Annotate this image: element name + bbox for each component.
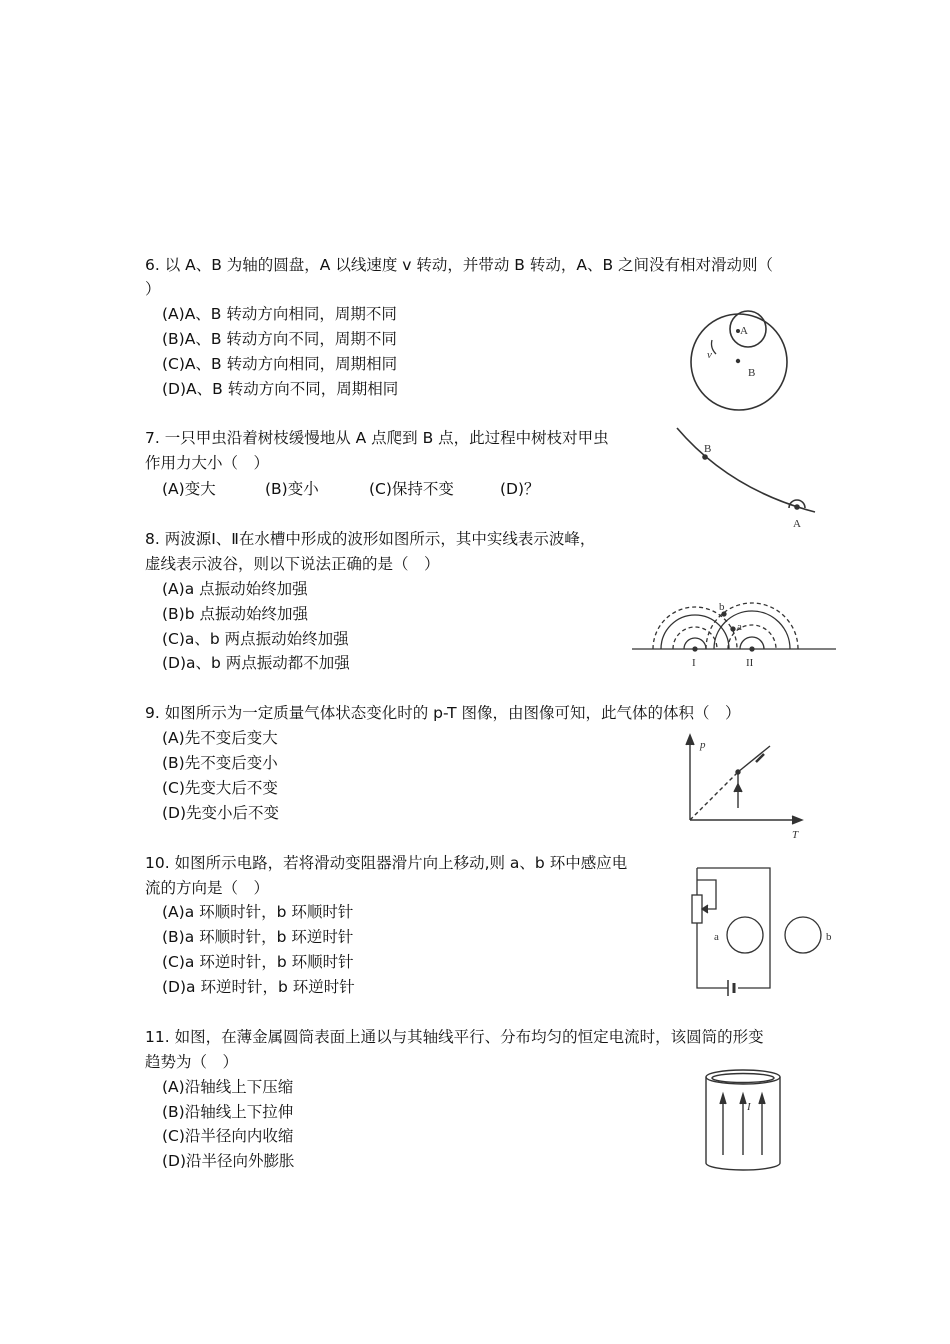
q7-stem-line2: 作用力大小（ ） [145, 454, 270, 472]
label-a: a [737, 621, 742, 633]
q9-option-a: (A)先不变后变大 [162, 729, 278, 747]
q8-option-d: (D)a、b 两点振动都不加强 [162, 654, 350, 672]
q6-stem-line2: ） [145, 280, 161, 298]
q7-option-c: (C)保持不变 [369, 480, 454, 498]
label-b: B [748, 367, 756, 379]
label-p: p [700, 739, 706, 751]
q10-stem-line2: 流的方向是（ ） [145, 879, 270, 897]
label-b: b [826, 931, 832, 943]
cylinder-figure [706, 1070, 780, 1170]
q10-option-c: (C)a 环逆时针，b 环顺时针 [162, 953, 354, 971]
label-source-2: II [746, 657, 754, 669]
label-a: a [714, 931, 719, 943]
q11-option-c: (C)沿半径向内收缩 [162, 1127, 294, 1145]
wave-figure [632, 601, 836, 669]
q8-option-b: (B)b 点振动始终加强 [162, 605, 308, 623]
circuit-figure [692, 868, 832, 996]
label-source-1: I [692, 657, 696, 669]
label-a: A [740, 325, 748, 337]
q11-option-b: (B)沿轴线上下拉伸 [162, 1103, 294, 1121]
q8-stem-line1: 8. 两波源Ⅰ、Ⅱ在水槽中形成的波形如图所示，其中实线表示波峰， [145, 530, 596, 548]
q10-stem-line1: 10. 如图所示电路，若将滑动变阻器滑片向上移动,则 a、b 环中感应电 [145, 854, 628, 872]
q10-option-a: (A)a 环顺时针，b 环顺时针 [162, 903, 354, 921]
label-b: B [704, 443, 712, 455]
q9-option-c: (C)先变大后不变 [162, 779, 278, 797]
q9-stem-line1: 9. 如图所示为一定质量气体状态变化时的 p-T 图像，由图像可知，此气体的体积（ ） [145, 704, 741, 722]
q7-option-b: (B)变小 [265, 480, 319, 498]
label-current: I [747, 1101, 751, 1113]
branch-figure [677, 428, 815, 530]
q8-option-c: (C)a、b 两点振动始终加强 [162, 630, 349, 648]
q6-option-a: (A)A、B 转动方向相同，周期不同 [162, 305, 397, 323]
q7-option-d: (D)？ [500, 480, 540, 498]
disk-figure [691, 311, 787, 410]
q8-stem-line2: 虚线表示波谷，则以下说法正确的是（ ） [145, 555, 440, 573]
q6-option-c: (C)A、B 转动方向相同，周期相同 [162, 355, 398, 373]
q6-stem-line1: 6. 以 A、B 为轴的圆盘，A 以线速度 v 转动，并带动 B 转动，A、B 之间没有相对滑动则（ [145, 256, 774, 274]
q7-option-a: (A)变大 [162, 480, 216, 498]
label-b: b [719, 601, 725, 613]
q11-option-d: (D)沿半径向外膨胀 [162, 1152, 295, 1170]
label-v: v [707, 349, 712, 361]
q10-option-d: (D)a 环逆时针，b 环逆时针 [162, 978, 355, 996]
q6-option-d: (D)A、B 转动方向不同，周期相同 [162, 380, 399, 398]
label-a: A [793, 518, 801, 530]
q6-option-b: (B)A、B 转动方向不同，周期不同 [162, 330, 397, 348]
q7-stem-line1: 7. 一只甲虫沿着树枝缓慢地从 A 点爬到 B 点，此过程中树枝对甲虫 [145, 429, 609, 447]
q11-option-a: (A)沿轴线上下压缩 [162, 1078, 294, 1096]
label-t: T [792, 829, 799, 841]
q11-stem-line2: 趋势为（ ） [145, 1053, 239, 1071]
q11-stem-line1: 11. 如图，在薄金属圆筒表面上通以与其轴线平行、分布均匀的恒定电流时，该圆筒的形变 [145, 1028, 764, 1046]
q10-option-b: (B)a 环顺时针，b 环逆时针 [162, 928, 354, 946]
pt-graph-figure [686, 735, 802, 841]
q9-option-b: (B)先不变后变小 [162, 754, 278, 772]
q9-option-d: (D)先变小后不变 [162, 804, 280, 822]
q8-option-a: (A)a 点振动始终加强 [162, 580, 308, 598]
